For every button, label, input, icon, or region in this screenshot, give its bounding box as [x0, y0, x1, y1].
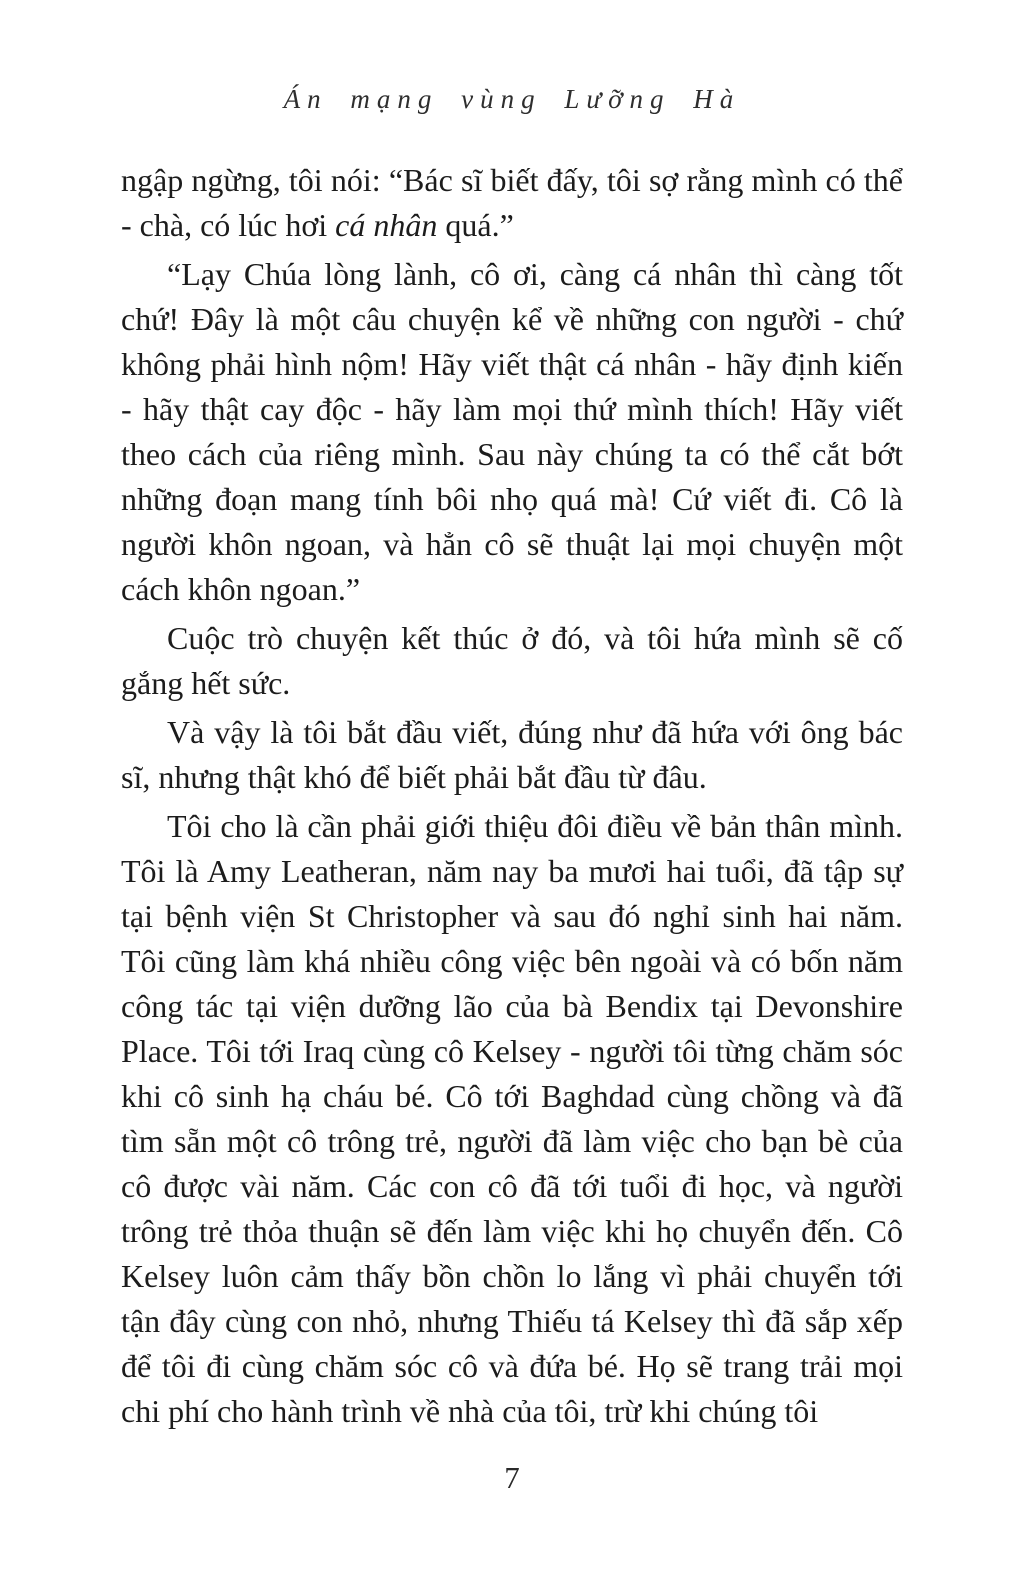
paragraph: “Lạy Chúa lòng lành, cô ơi, càng cá nhân thì càng tốt chứ! Đây là một câu chuyện kể về những con người - chứ không phải hình nộm! Hãy viết thật cá nhân - hãy định kiến - hãy thật cay độc - hãy làm mọi thứ mình thích! Hãy viết theo cách của riêng mình. Sau này chúng ta có thể cắt bớt những đoạn mang tính bôi nhọ quá mà! Cứ viết đi. Cô là người khôn ngoan, và hẳn cô sẽ thuật lại mọi chuyện một cách khôn ngoan.” — [121, 256, 903, 607]
paragraph: Tôi cho là cần phải giới thiệu đôi điều về bản thân mình. Tôi là Amy Leatheran, năm nay ba mươi hai tuổi, đã tập sự tại bệnh viện St Christopher và sau đó nghỉ sinh hai năm. Tôi cũng làm khá nhiều công việc bên ngoài và có bốn năm công tác tại viện dưỡng lão của bà Bendix tại Devonshire Place. Tôi tới Iraq cùng cô Kelsey - người tôi từng chăm sóc khi cô sinh hạ cháu bé. Cô tới Baghdad cùng chồng và đã tìm sẵn một cô trông trẻ, người đã làm việc cho bạn bè của cô được vài năm. Các con cô đã tới tuổi đi học, và người trông trẻ thỏa thuận sẽ đến làm việc khi họ chuyển đến. Cô Kelsey luôn cảm thấy bồn chồn lo lắng vì phải chuyển tới tận đây cùng con nhỏ, nhưng Thiếu tá Kelsey thì đã sắp xếp để tôi đi cùng chăm sóc cô và đứa bé. Họ sẽ trang trải mọi chi phí cho hành trình về nhà của tôi, trừ khi chúng tôi — [121, 808, 903, 1429]
emphasized-phrase: cá nhân — [335, 207, 438, 243]
paragraph-text: quá.” — [437, 207, 514, 243]
running-header: Án mạng vùng Lưỡng Hà — [283, 84, 741, 114]
body-text — [121, 158, 903, 1434]
paragraph — [121, 158, 903, 248]
paragraph: Cuộc trò chuyện kết thúc ở đó, và tôi hứa mình sẽ cố gắng hết sức. — [121, 620, 903, 701]
paragraph-text: ngập ngừng, tôi nói: “Bác sĩ biết đấy, tôi sợ rằng mình có thể - chà, có lúc hơi — [121, 162, 903, 243]
paragraph: Và vậy là tôi bắt đầu viết, đúng như đã hứa với ông bác sĩ, nhưng thật khó để biết phải bắt đầu từ đâu. — [121, 714, 903, 795]
page-number: 7 — [504, 1460, 520, 1495]
